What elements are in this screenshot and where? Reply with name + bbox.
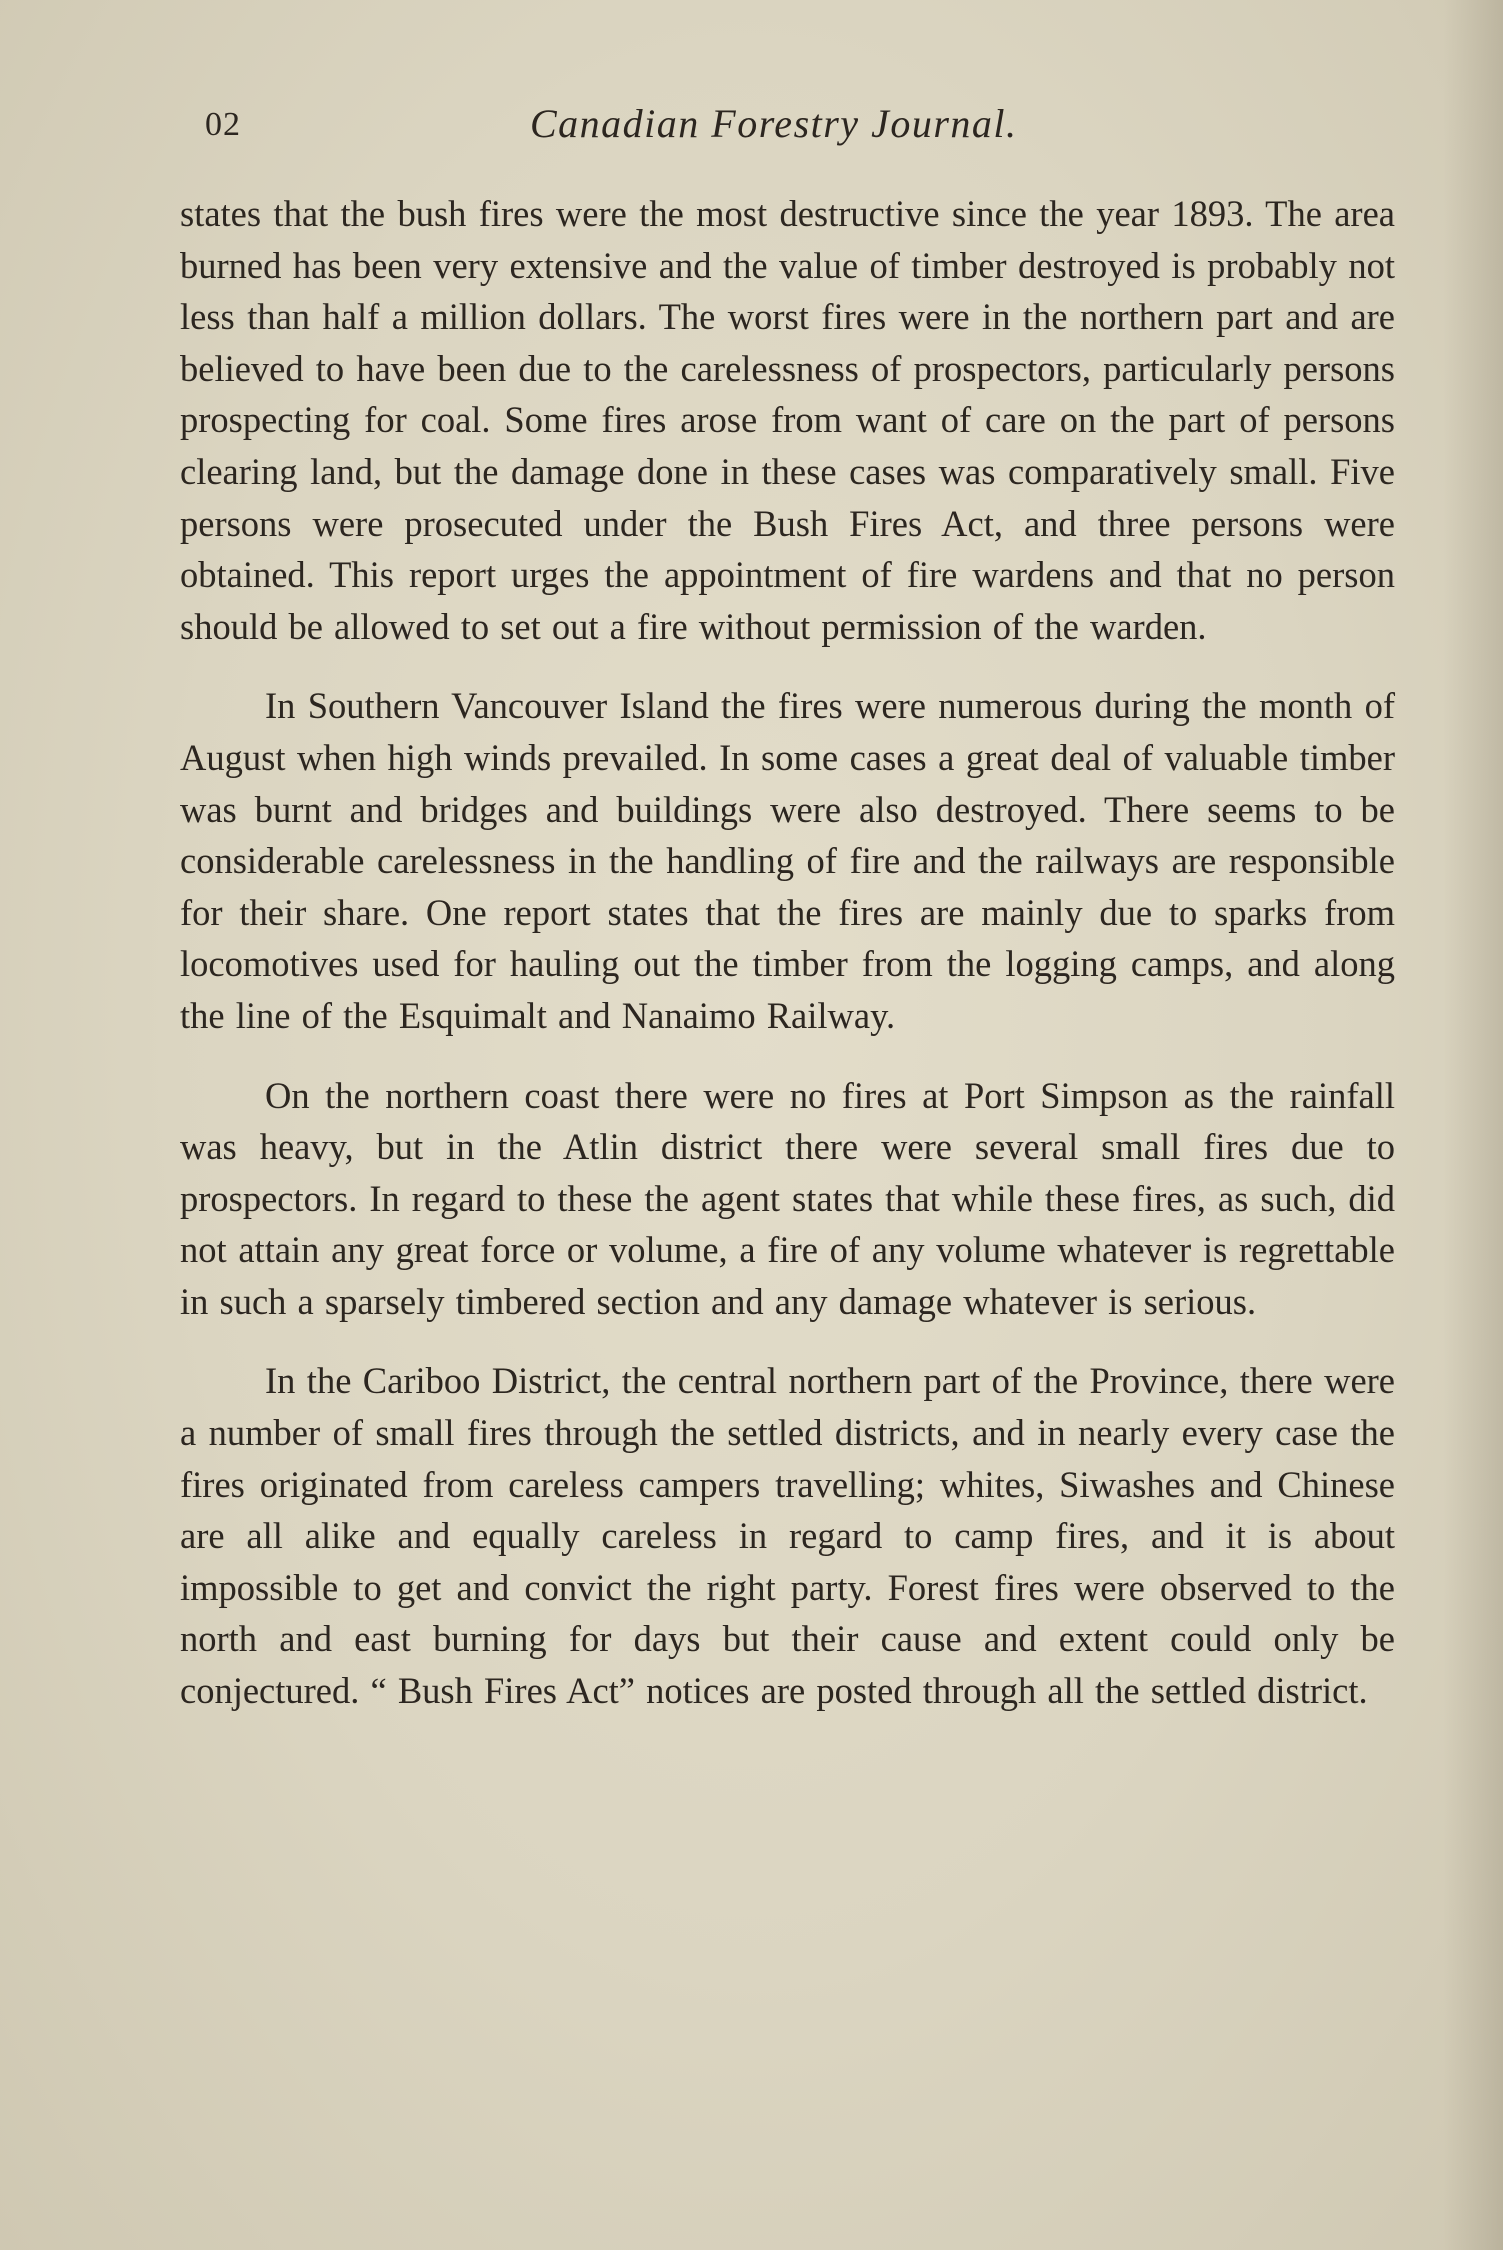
- running-title: Canadian Forestry Journal.: [530, 101, 1018, 146]
- article-body: [180, 188, 1395, 1717]
- page-number: 02: [205, 106, 241, 143]
- page-header: [205, 100, 1065, 160]
- paragraph-continued: states that the bush fires were the most destructive since the year 1893. The area burned has been very extensive and the value of timber destroyed is probably not less than half a million dollars. The worst fires were in the northern part and are believed to have been due to the carelessness of prospectors, particularly persons prospecting for coal. Some fires arose from want of care on the part of persons clearing land, but the damage done in these cases was comparatively small. Five persons were prosecuted under the Bush Fires Act, and three persons were obtained. This report urges the appointment of fire wardens and that no person should be allowed to set out a fire without permission of the warden.: [180, 193, 1395, 647]
- paragraph-northern-coast: On the northern coast there were no fires at Port Simpson as the rainfall was heavy, but in the Atlin district there were several small fires due to prospectors. In regard to these the agent states that while these fires, as such, did not attain any great force or volume, a fire of any volume whatever is regrettable in such a sparsely timbered section and any damage whatever is serious.: [180, 1074, 1395, 1322]
- paragraph-southern-vancouver-island: In Southern Vancouver Island the fires were numerous during the month of August when high winds prevailed. In some cases a great deal of valuable timber was burnt and bridges and buildings were also destroyed. There seems to be considerable carelessness in the handling of fire and the railways are responsible for their share. One report states that the fires are mainly due to sparks from locomotives used for hauling out the timber from the logging camps, and along the line of the Esquimalt and Nanaimo Railway.: [180, 685, 1395, 1036]
- page-shadow-edge: [1443, 0, 1503, 2250]
- paragraph-cariboo-district: In the Cariboo District, the central northern part of the Province, there were a number of small fires through the settled districts, and in nearly every case the fires originated from careless campers travelling; whites, Siwashes and Chinese are all alike and equally careless in regard to camp fires, and it is about impossible to get and convict the right party. Forest fires were observed to the north and east burning for days but their cause and extent could only be conjectured. “ Bush Fires Act” notices are posted through all the settled district.: [180, 1360, 1395, 1712]
